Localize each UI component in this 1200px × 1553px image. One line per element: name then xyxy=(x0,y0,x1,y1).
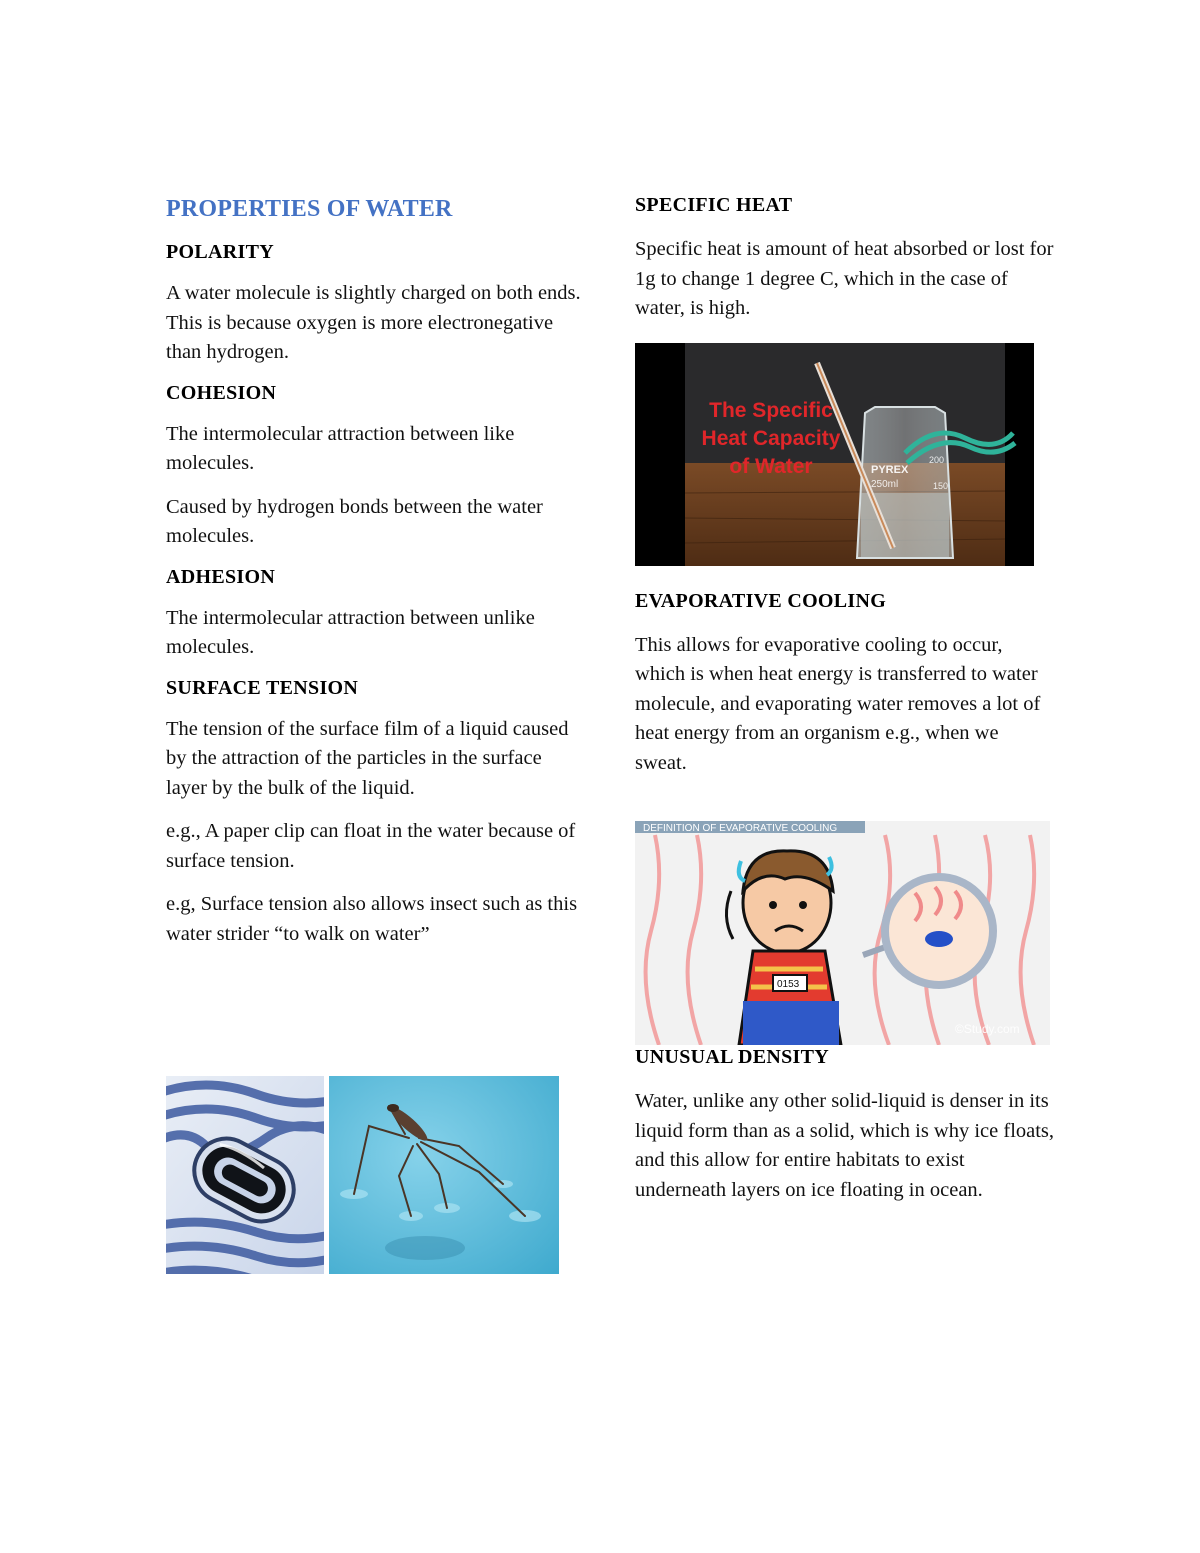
beaker-volume: 250ml xyxy=(871,479,899,490)
study-watermark: ©Study.com xyxy=(955,1022,1020,1036)
heading-cohesion: COHESION xyxy=(166,381,277,404)
surface-tension-text-2: e.g., A paper clip can float in the water because of surface tension. xyxy=(166,820,576,872)
paper-clip-illustration xyxy=(166,1076,324,1274)
water-strider-image xyxy=(329,1076,559,1274)
evaporative-cooling-illustration xyxy=(635,821,1050,1045)
adhesion-text: The intermolecular attraction between unlike molecules. xyxy=(166,606,535,658)
evaporative-cooling-text: This allows for evaporative cooling to occur, which is when heat energy is transferred to water molecule, and evaporating water removes a lot of heat energy from an organism e.g., when we sweat. xyxy=(635,633,1041,774)
paper-clip-image xyxy=(166,1076,324,1274)
page-title: PROPERTIES OF WATER xyxy=(166,196,453,222)
heading-surface-tension: SURFACE TENSION xyxy=(166,676,359,699)
heat-title-line1: The Specific xyxy=(709,399,833,422)
polarity-text: A water molecule is slightly charged on both ends. This is because oxygen is more electronegative than hydrogen. xyxy=(166,282,581,363)
specific-heat-text: Specific heat is amount of heat absorbed or lost for 1g to change 1 degree C, which in the case of water, is high. xyxy=(635,238,1054,319)
water-strider-illustration xyxy=(329,1076,559,1274)
left-column xyxy=(166,196,586,963)
heading-specific-heat: SPECIFIC HEAT xyxy=(635,194,793,216)
heading-unusual-density: UNUSUAL DENSITY xyxy=(635,1046,829,1068)
beaker-mark-200: 200 xyxy=(929,455,945,465)
beaker-mark-150: 150 xyxy=(933,481,949,491)
cohesion-text-2: Caused by hydrogen bonds between the water molecules. xyxy=(166,495,543,547)
surface-tension-text-3: e.g, Surface tension also allows insect such as this water strider “to walk on water” xyxy=(166,893,578,945)
heading-polarity: POLARITY xyxy=(166,241,274,263)
heat-title-line3: of Water xyxy=(729,455,813,478)
bib-number: 0153 xyxy=(777,979,800,990)
beaker-brand: PYREX xyxy=(871,464,909,476)
heading-evaporative-cooling: EVAPORATIVE COOLING xyxy=(635,589,887,612)
evaporative-cooling-image xyxy=(635,821,1050,1045)
cohesion-text-1: The intermolecular attraction between like molecules. xyxy=(166,422,515,474)
specific-heat-image xyxy=(635,343,1034,566)
surface-tension-text-1: The tension of the surface film of a liquid caused by the attraction of the particles in the surface layer by the bulk of the liquid. xyxy=(166,717,569,799)
evap-banner-text: DEFINITION OF EVAPORATIVE COOLING xyxy=(643,823,838,834)
specific-heat-illustration xyxy=(635,343,1034,566)
heading-adhesion: ADHESION xyxy=(166,565,276,588)
heat-title-line2: Heat Capacity xyxy=(701,427,841,450)
unusual-density-text: Water, unlike any other solid-liquid is denser in its liquid form than as a solid, which is why ice floats, and this allow for entire habitats to exist underneath layers on ice floating in ocean. xyxy=(635,1090,1055,1201)
